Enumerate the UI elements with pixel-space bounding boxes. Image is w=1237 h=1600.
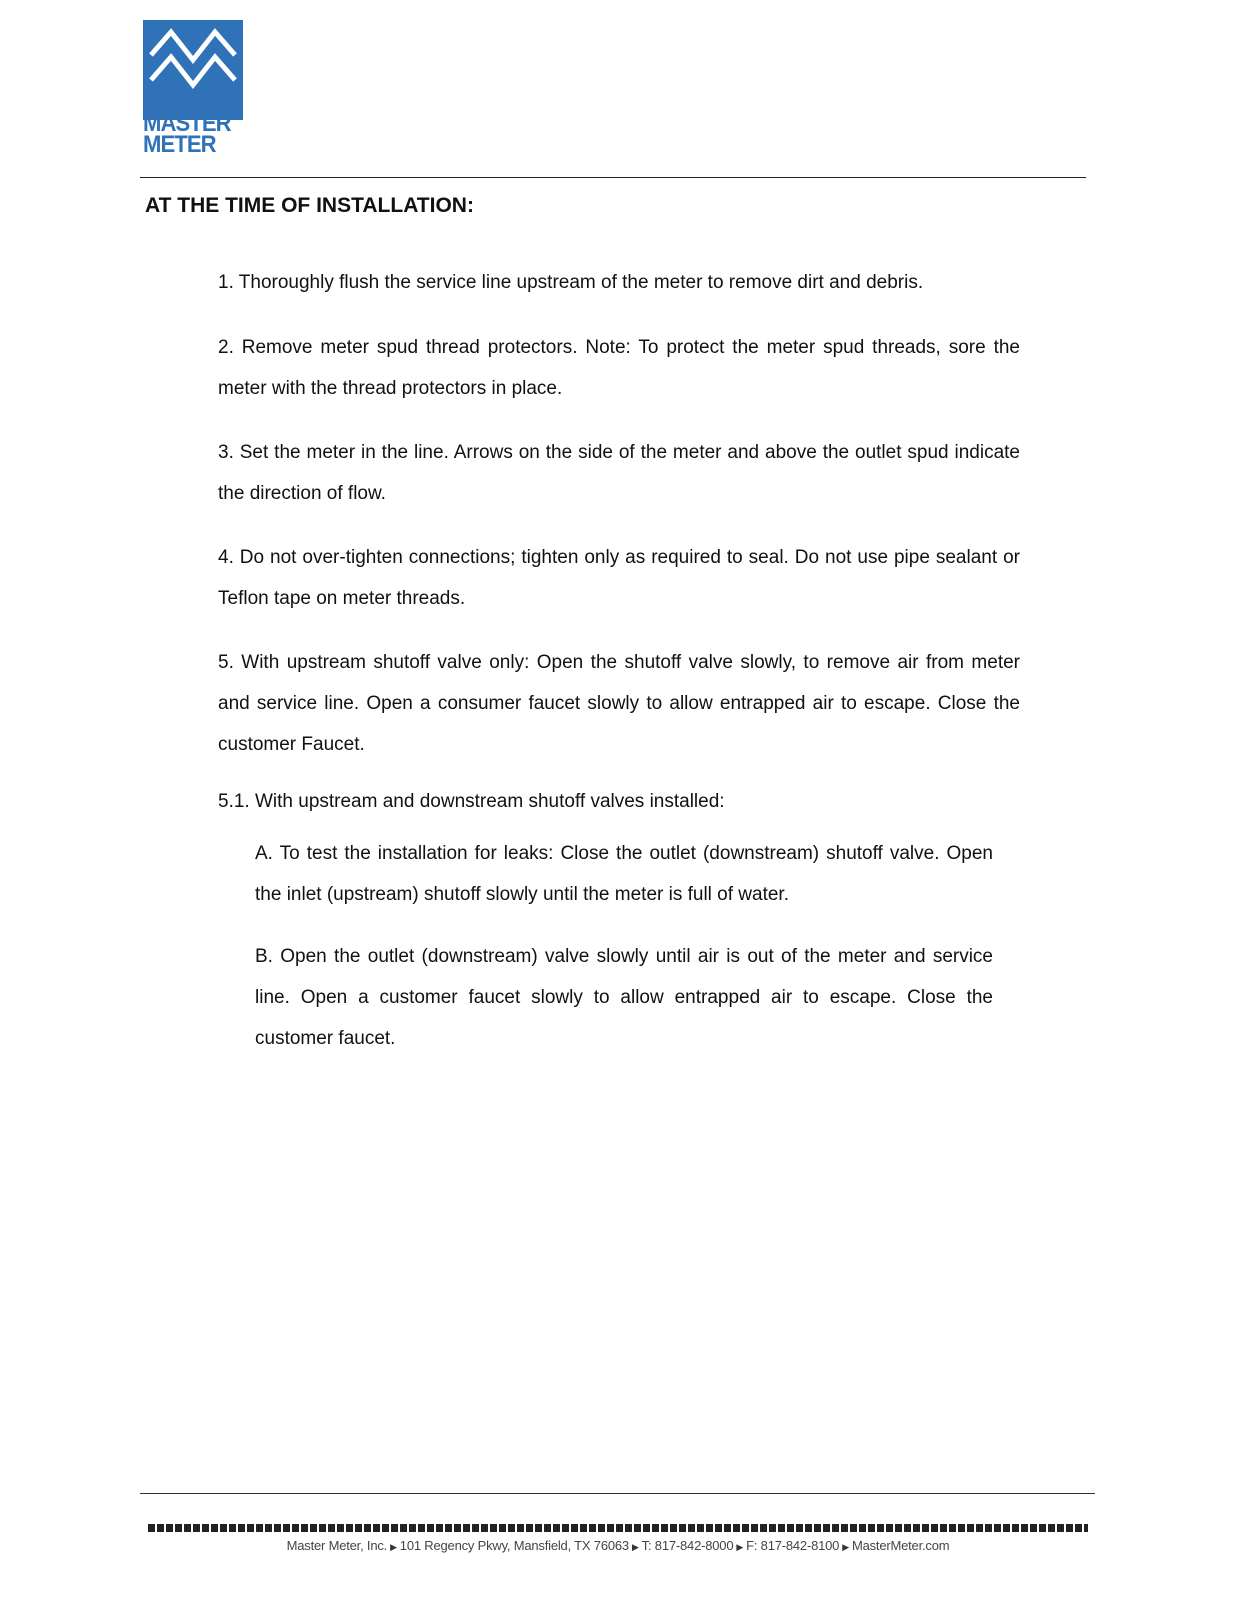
footer-address: 101 Regency Pkwy, Mansfield, TX 76063 <box>399 1538 629 1553</box>
logo-line-2: METER <box>143 131 216 158</box>
footer-company: Master Meter, Inc. <box>286 1538 388 1553</box>
logo-wordmark <box>143 110 243 158</box>
triangle-icon: ▶ <box>390 1542 397 1552</box>
section-heading: AT THE TIME OF INSTALLATION: <box>145 194 474 217</box>
triangle-icon: ▶ <box>631 1542 639 1552</box>
registered-mark: ® <box>235 102 241 111</box>
header-divider <box>140 177 1086 178</box>
substep-b: B. Open the outlet (downstream) valve slowly until air is out of the meter and service line. Open a customer faucet slowly to allow entrapped air to escape. Close the customer faucet. <box>255 946 993 1049</box>
footer-fax: F: 817-842-8100 <box>746 1538 840 1553</box>
footer-website: MasterMeter.com <box>851 1538 950 1553</box>
step-5-1: 5.1. With upstream and downstream shutoff valves installed: <box>218 791 725 812</box>
step-2: 2. Remove meter spud thread protectors. Note: To protect the meter spud threads, sore the meter with the thread protectors in place. <box>218 337 1020 399</box>
triangle-icon: ▶ <box>736 1542 744 1552</box>
footer-contact <box>148 1538 1088 1553</box>
step-3: 3. Set the meter in the line. Arrows on the side of the meter and above the outlet spud indicate the direction of flow. <box>218 442 1020 504</box>
step-1: 1. Thoroughly flush the service line upstream of the meter to remove dirt and debris. <box>218 272 924 293</box>
step-5: 5. With upstream shutoff valve only: Open the shutoff valve slowly, to remove air from meter and service line. Open a consumer faucet slowly to allow entrapped air to escape. Close the customer Faucet. <box>218 652 1020 755</box>
triangle-icon: ▶ <box>842 1542 849 1552</box>
logo-line-1: MASTER <box>143 110 231 137</box>
step-4: 4. Do not over-tighten connections; tighten only as required to seal. Do not use pipe sealant or Teflon tape on meter threads. <box>218 547 1020 609</box>
substep-a: A. To test the installation for leaks: Close the outlet (downstream) shutoff valve. Open the inlet (upstream) shutoff slowly until the meter is full of water. <box>255 843 993 905</box>
footer-phone: T: 817-842-8000 <box>641 1538 734 1553</box>
footer-divider <box>140 1493 1095 1494</box>
footer-dotted-bar <box>148 1524 1088 1532</box>
